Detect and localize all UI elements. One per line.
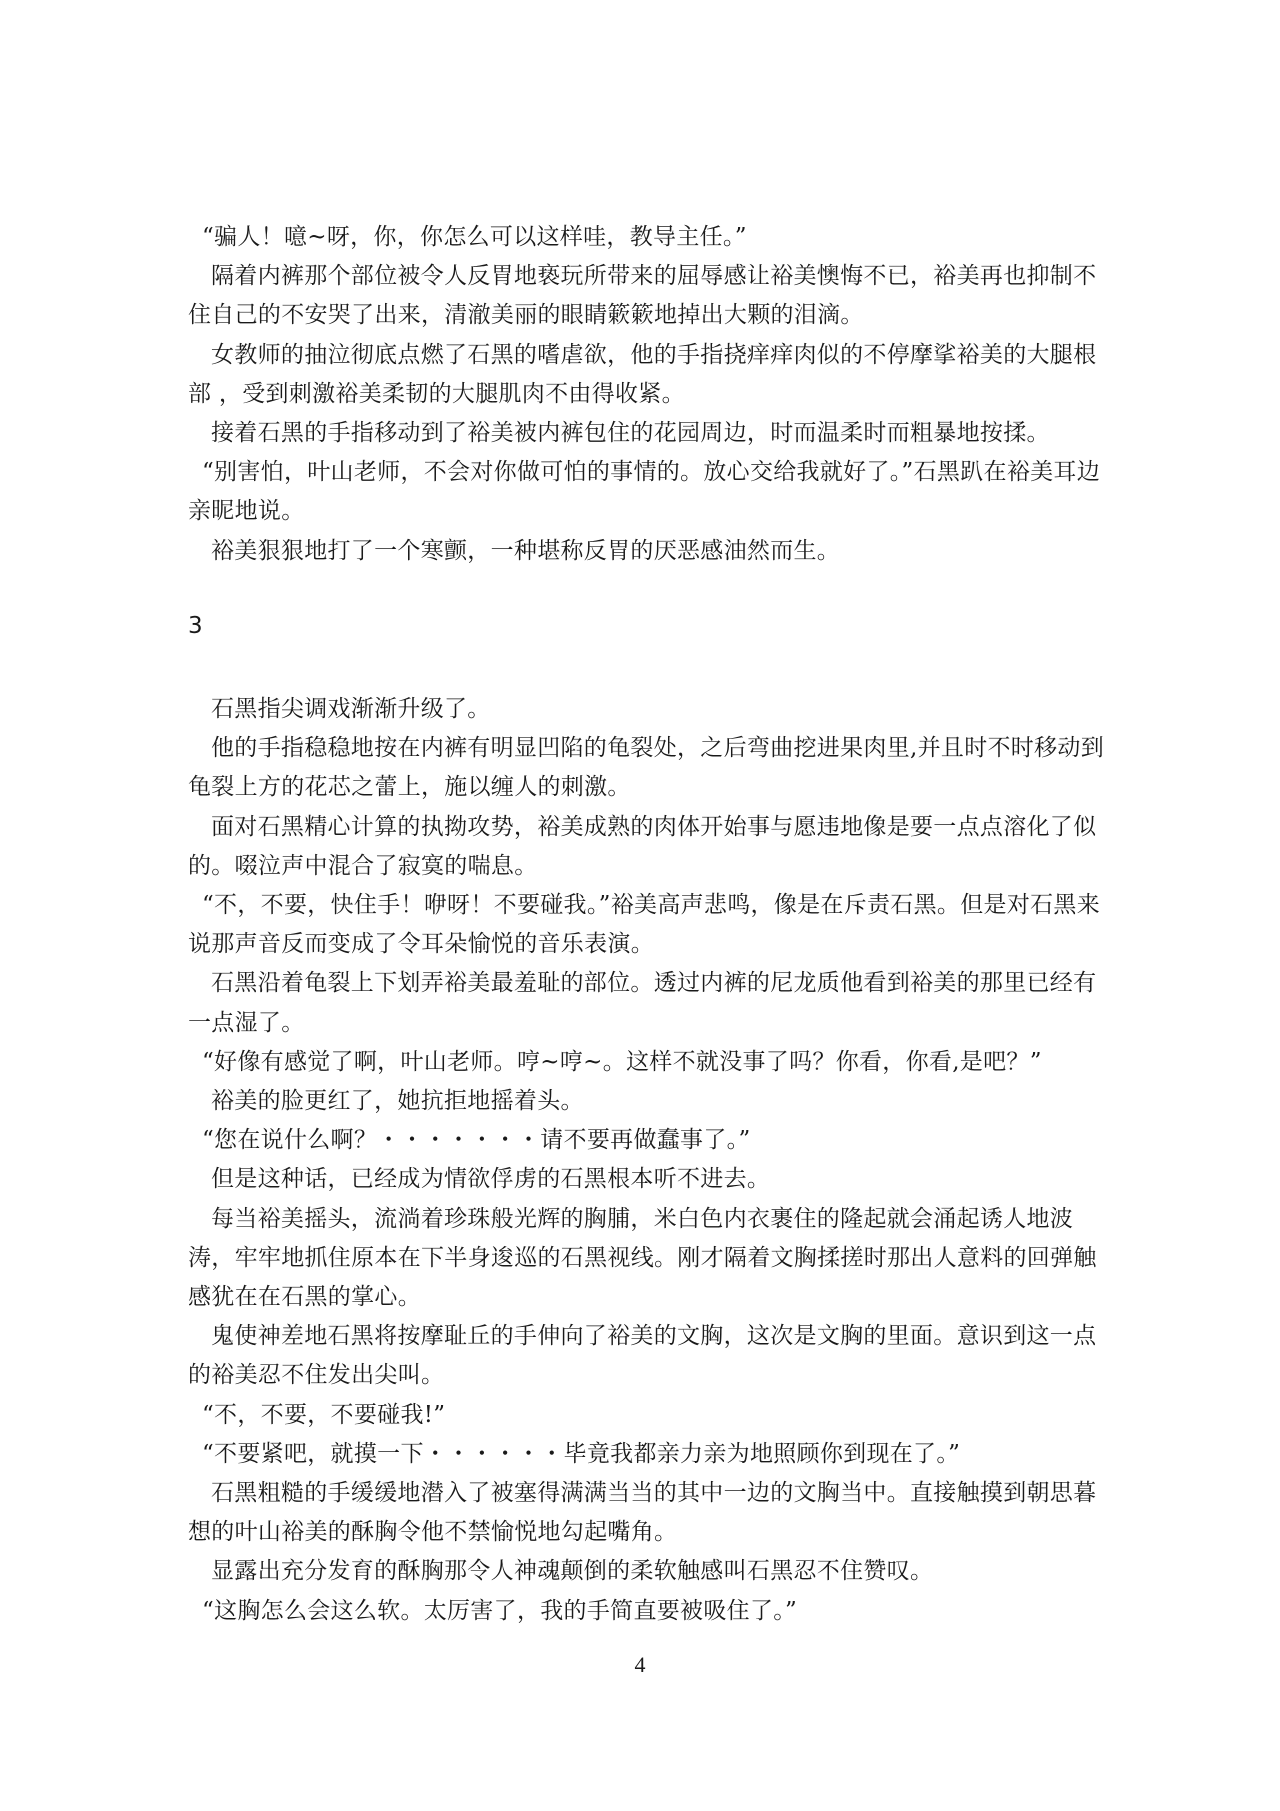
paragraph: 他的手指稳稳地按在内裤有明显凹陷的龟裂处，之后弯曲挖进果肉里,并且时不时移动到龟裂上方的花芯之蕾上，施以缠人的刺激。 <box>188 735 1105 801</box>
text-section-a <box>188 218 1113 571</box>
page-number: 4 <box>634 1652 646 1677</box>
paragraph: “不，不要，快住手！咿呀！不要碰我。”裕美高声悲鸣，像是在斥责石黑。但是对石黑来说那声音反而变成了令耳朵愉悦的音乐表演。 <box>188 892 1101 958</box>
text-section-b <box>188 690 1113 1631</box>
paragraph: 石黑粗糙的手缓缓地潜入了被塞得满满当当的其中一边的文胸当中。直接触摸到朝思暮想的叶山裕美的酥胸令他不禁愉悦地勾起嘴角。 <box>188 1480 1097 1546</box>
paragraph: “别害怕，叶山老师，不会对你做可怕的事情的。放心交给我就好了。”石黑趴在裕美耳边亲昵地说。 <box>188 459 1101 525</box>
paragraph: “您在说什么啊？・・・・・・・请不要再做蠢事了。” <box>202 1127 751 1154</box>
paragraph: 石黑指尖调戏渐渐升级了。 <box>211 696 491 722</box>
paragraph: “骗人！噫~呀，你，你怎么可以这样哇，教导主任。” <box>202 224 747 250</box>
paragraph: 裕美狠狠地打了一个寒颤，一种堪称反胃的厌恶感油然而生。 <box>211 537 841 564</box>
paragraph: “好像有感觉了啊，叶山老师。哼~哼~。这样不就没事了吗？你看，你看,是吧？” <box>202 1048 1042 1075</box>
paragraph: 女教师的抽泣彻底点燃了石黑的嗜虐欲，他的手指挠痒痒肉似的不停摩挲裕美的大腿根部 ，受到刺激裕美柔韧的大腿肌肉不由得收紧。 <box>188 341 1097 407</box>
paragraph: 但是这种话，已经成为情欲俘虏的石黑根本听不进去。 <box>211 1166 771 1193</box>
paragraph: “不，不要，不要碰我!” <box>202 1401 446 1428</box>
section-number: 3 <box>188 613 203 639</box>
paragraph: 裕美的脸更红了，她抗拒地摇着头。 <box>211 1088 584 1115</box>
paragraph: 接着石黑的手指移动到了裕美被内裤包住的花园周边，时而温柔时而粗暴地按揉。 <box>211 420 1050 447</box>
paragraph: 隔着内裤那个部位被令人反胃地亵玩所带来的屈辱感让裕美懊悔不已，裕美再也抑制不住自己的不安哭了出来，清澈美丽的眼睛簌簌地掉出大颗的泪滴。 <box>188 263 1097 329</box>
paragraph: 显露出充分发育的酥胸那令人神魂颠倒的柔软触感叫石黑忍不住赞叹。 <box>211 1558 934 1585</box>
paragraph: “不要紧吧，就摸一下・・・・・・毕竟我都亲力亲为地照顾你到现在了。” <box>202 1440 961 1467</box>
paragraph: 石黑沿着龟裂上下划弄裕美最羞耻的部位。透过内裤的尼龙质他看到裕美的那里已经有一点湿了。 <box>188 970 1097 1036</box>
paragraph: 鬼使神差地石黑将按摩耻丘的手伸向了裕美的文胸，这次是文胸的里面。意识到这一点的裕美忍不住发出尖叫。 <box>188 1323 1097 1389</box>
paragraph: 面对石黑精心计算的执拗攻势，裕美成熟的肉体开始事与愿违地像是要一点点溶化了似的。啜泣声中混合了寂寞的喘息。 <box>188 813 1097 879</box>
paragraph: 每当裕美摇头，流淌着珍珠般光辉的胸脯，米白色内衣裹住的隆起就会涌起诱人地波涛，牢牢地抓住原本在下半身逡巡的石黑视线。刚才隔着文胸揉搓时那出人意料的回弹触感犹在在石黑的掌心。 <box>188 1205 1097 1311</box>
paragraph: “这胸怎么会这么软。太厉害了，我的手简直要被吸住了。” <box>202 1597 798 1624</box>
